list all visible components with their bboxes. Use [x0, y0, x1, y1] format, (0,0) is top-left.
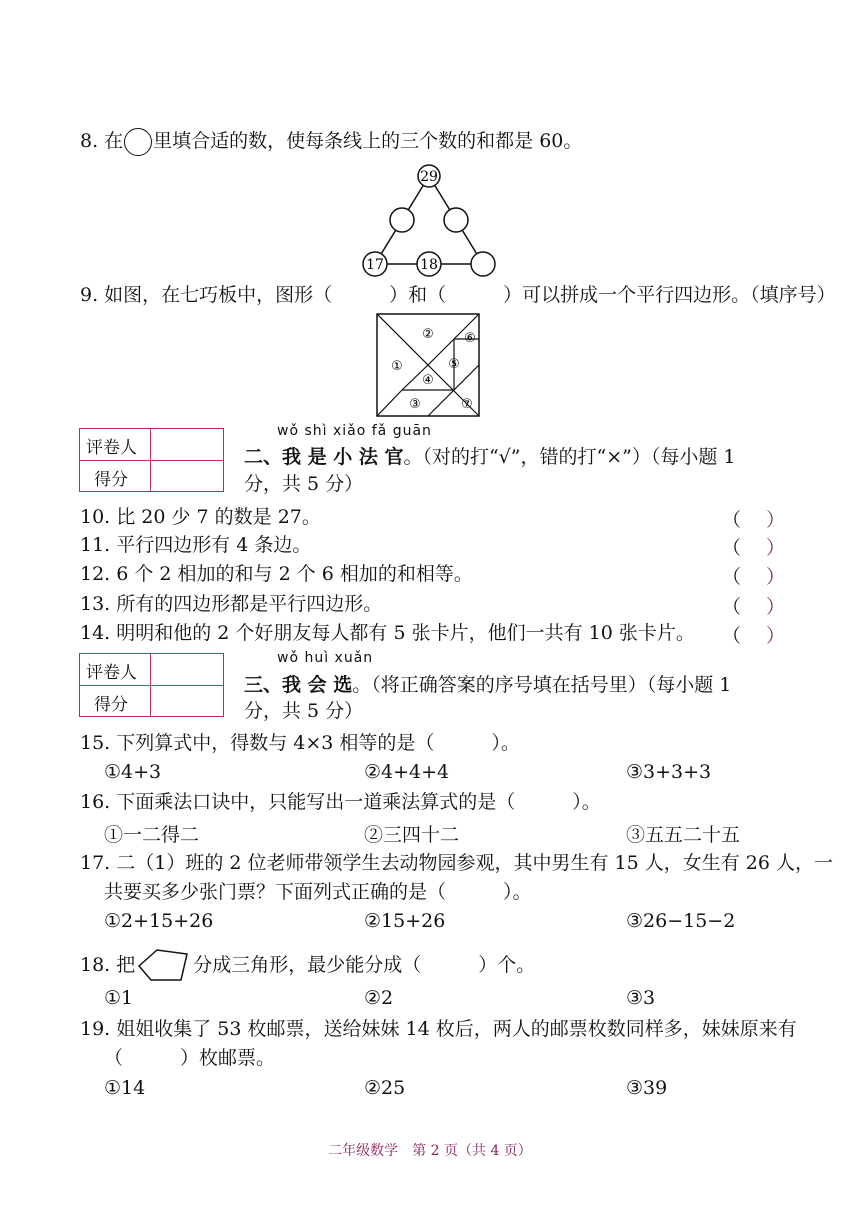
q18-text: 18. 把 分成三角形，最少能分成（ ）个。 [80, 948, 535, 984]
q19-option-1[interactable]: ①14 [104, 1077, 146, 1099]
tangram-diagram [375, 312, 481, 418]
tf-item-12: 12. 6 个 2 相加的和与 2 个 6 相加的和相等。 [80, 563, 473, 585]
q17-text-2: 共要买多少张门票？下面列式正确的是（ ）。 [104, 881, 532, 903]
sec3-pinyin: wǒ huì xuǎn [277, 650, 374, 666]
q16-option-1[interactable]: ①一二得二 [104, 824, 200, 846]
score-box-2 [79, 428, 224, 492]
answer-paren-13[interactable]: （ ） [722, 596, 786, 618]
q18-option-3[interactable]: ③3 [626, 987, 656, 1009]
tf-item-13: 13. 所有的四边形都是平行四边形。 [80, 593, 383, 615]
q19-text-2: （ ）枚邮票。 [104, 1047, 276, 1069]
sec3-title: 三、我 会 选。（将正确答案的序号填在括号里）（每小题 1 [244, 674, 732, 696]
tf-item-14: 14. 明明和他的 2 个好朋友每人都有 5 张卡片，他们一共有 10 张卡片。 [80, 622, 695, 644]
answer-paren-14[interactable]: （ ） [722, 625, 786, 647]
blank-circle-icon [124, 128, 152, 156]
q19-option-3[interactable]: ③39 [626, 1077, 668, 1099]
q16-text: 16. 下面乘法口诀中，只能写出一道乘法算式的是（ ）。 [80, 791, 601, 813]
q15-option-2[interactable]: ②4+4+4 [364, 761, 450, 783]
right-blank-circle [444, 208, 468, 232]
tangram-label-3: ③ [409, 397, 421, 412]
sec2-desc2: 分，共 5 分） [244, 473, 364, 495]
q17-option-3[interactable]: ③26−15−2 [626, 910, 736, 932]
top-number: 29 [420, 169, 438, 185]
tangram-label-2: ② [422, 327, 434, 342]
left-blank-circle [390, 208, 414, 232]
tangram-label-7: ⑦ [461, 397, 473, 412]
sec3-desc2: 分，共 5 分） [244, 700, 364, 722]
q16-option-2[interactable]: ②三四十二 [364, 824, 460, 846]
answer-paren-11[interactable]: （ ） [722, 537, 786, 559]
q9-text: 9. 如图，在七巧板中，图形（ ）和（ ）可以拼成一个平行四边形。（填序号） [80, 284, 836, 306]
score-box-3 [79, 653, 224, 717]
answer-paren-12[interactable]: （ ） [722, 566, 786, 588]
tangram-label-5: ⑤ [448, 357, 460, 372]
q18-option-2[interactable]: ②2 [364, 987, 394, 1009]
page-footer: 二年级数学 第 2 页（共 4 页） [328, 1143, 532, 1159]
q15-option-3[interactable]: ③3+3+3 [626, 761, 712, 783]
q8-text: 8. 在 里填合适的数，使每条线上的三个数的和都是 60。 [80, 128, 582, 156]
q17-option-1[interactable]: ①2+15+26 [104, 910, 214, 932]
tangram-label-4: ④ [422, 373, 434, 388]
q17-option-2[interactable]: ②15+26 [364, 910, 446, 932]
q19-option-2[interactable]: ②25 [364, 1077, 406, 1099]
q15-option-1[interactable]: ①4+3 [104, 761, 162, 783]
bottom-mid-number: 18 [420, 257, 438, 273]
reviewer-label: 评卷人 [86, 663, 137, 683]
tangram-label-6: ⑥ [464, 331, 476, 346]
tf-item-11: 11. 平行四边形有 4 条边。 [80, 534, 312, 556]
q16-option-3[interactable]: ③五五二十五 [626, 824, 741, 846]
q15-text: 15. 下列算式中，得数与 4×3 相等的是（ ）。 [80, 732, 520, 754]
tangram-label-1: ① [391, 359, 403, 374]
triangle-diagram [355, 160, 505, 280]
q17-text: 17. 二（1）班的 2 位老师带领学生去动物园参观，其中男生有 15 人，女生有 26 人，一 [80, 852, 834, 874]
reviewer-label: 评卷人 [86, 438, 137, 458]
q18-option-1[interactable]: ①1 [104, 987, 134, 1009]
q19-text: 19. 姐姐收集了 53 枚邮票，送给妹妹 14 枚后，两人的邮票枚数同样多，妹妹原来有 [80, 1018, 797, 1040]
score-label: 得分 [94, 695, 128, 715]
bottom-left-number: 17 [366, 257, 384, 273]
score-label: 得分 [94, 470, 128, 490]
sec2-pinyin: wǒ shì xiǎo fǎ guān [277, 423, 432, 439]
sec2-title: 二、我 是 小 法 官。（对的打“√”，错的打“×”）（每小题 1 [244, 446, 736, 468]
pentagon-icon [137, 948, 191, 984]
answer-paren-10[interactable]: （ ） [722, 509, 786, 531]
tf-item-10: 10. 比 20 少 7 的数是 27。 [80, 506, 321, 528]
bottom-right-circle [471, 252, 495, 276]
